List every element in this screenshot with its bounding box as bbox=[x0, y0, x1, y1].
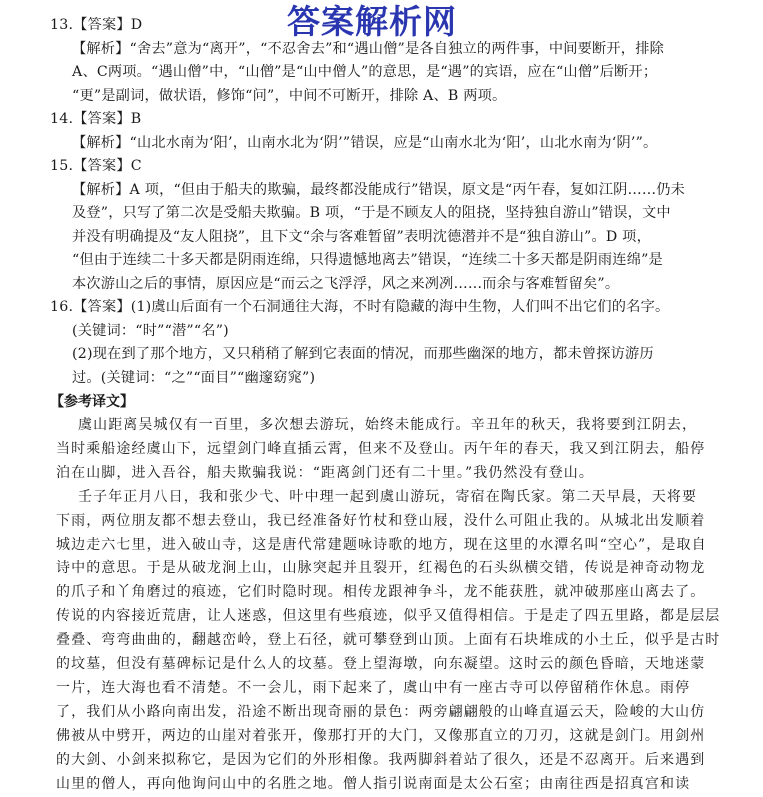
translation-line: 叠叠、弯弯曲曲的，翻越峦岭，登上石径，就可攀登到山顶。上面有石块堆成的小土丘，似乎是古时 bbox=[56, 632, 721, 649]
translation-line: 传说的内容接近荒唐，让人迷惑，但这里有些痕迹，似乎又值得相信。于是走了四五里路，都是层层 bbox=[56, 608, 721, 625]
translation-line: 泊在山脚，进入吾谷，船夫欺骗我说：“距离剑门还有二十里。”我仍然没有登山。 bbox=[56, 464, 595, 481]
analysis-line: 本次游山之后的事情，原因应是“而云之飞浮浮，风之来冽冽……而余与客难暂留矣”。 bbox=[72, 275, 620, 292]
analysis-line: 【解析】A 项，“但由于船夫的欺骗，最终都没能成行”错误，原文是“丙午春，复如江阴……仍未 bbox=[72, 181, 686, 198]
analysis-line: 【解析】“舍去”意为“离开”，“不忍舍去”和“遇山僧”是各自独立的两件事，中间要断开，排除 bbox=[72, 40, 664, 57]
answer-line: 13.【答案】D bbox=[50, 17, 143, 33]
document-body bbox=[50, 14, 740, 797]
answer-line: 16.【答案】(1)虞山后面有一个石洞通往大海，不时有隐藏的海中生物，人们叫不出它们的名字。 bbox=[50, 299, 670, 315]
translation-line: 的大剑、小剑来拟称它，是因为它们的外形相像。我两脚斜着站了很久，还是不忍离开。后来遇到 bbox=[56, 751, 706, 768]
answer-line: 15.【答案】C bbox=[50, 158, 142, 174]
answer-15 bbox=[50, 155, 740, 296]
translation-line: 诗中的意思。于是从破龙涧上山，山脉突起并且裂开，红褐色的石头纵横交错，传说是神奇动物龙 bbox=[56, 560, 706, 577]
analysis-line: 过。(关键词：“之”“面目”“幽邃窈窕”) bbox=[72, 369, 316, 386]
reference-translation-heading: 【参考译文】 bbox=[50, 394, 134, 410]
analysis-line: A、C两项。“遇山僧”中，“山僧”是“山中僧人”的意思，是“遇”的宾语，应在“山僧”后断开； bbox=[72, 64, 658, 80]
analysis-line: “但由于连续二十多天都是阴雨连绵，只得遗憾地离去”错误，“连续二十多天都是阴雨连绵”是 bbox=[72, 252, 663, 268]
translation-line: 山里的僧人，再向他询问山中的名胜之地。僧人指引说南面是太公石室；由南往西是招真宫和读 bbox=[56, 775, 691, 792]
translation-line: 了，我们从小路向南出发，沿途不断出现奇丽的景色：两旁翩翩般的山峰直逼云天，险峻的大山仿 bbox=[56, 703, 706, 720]
translation-line: 当时乘船途经虞山下，远望剑门峰直插云霄，但来不及登山。丙午年的春天，我又到江阴去，船停 bbox=[56, 440, 706, 457]
translation-line: 壬子年正月八日，我和张少弋、叶中理一起到虞山游玩，寄宿在陶氏家。第二天早晨，天将要 bbox=[78, 488, 698, 505]
analysis-line: 【解析】“山北水南为‘阳’，山南水北为‘阴’”错误，应是“山南水北为‘阳’，山北水南为‘阴’”。 bbox=[72, 134, 658, 151]
translation-line: 的坟墓，但没有墓碑标记是什么人的坟墓。登上望海墩，向东凝望。这时云的颜色昏暗，天地迷蒙 bbox=[56, 656, 706, 673]
answer-16 bbox=[50, 296, 740, 390]
translation-line: 的爪子和丫角磨过的痕迹，它们时隐时现。相传龙跟神争斗，龙不能获胜，就冲破那座山离去了。 bbox=[56, 584, 706, 601]
translation-body bbox=[50, 414, 740, 797]
watermark-logo: 答案解析网 bbox=[287, 2, 457, 41]
translation-line: 下雨，两位朋友都不想去登山，我已经准备好竹杖和登山屐，没什么可阻止我的。从城北出发顺着 bbox=[56, 512, 706, 529]
translation-line: 虞山距离吴城仅有一百里，多次想去游玩，始终未能成行。辛丑年的秋天，我将要到江阴去， bbox=[78, 417, 698, 433]
translation-line: 佛被从中劈开，两边的山崖对着张开，像那打开的大门，又像那直立的刀刃，这就是剑门。用剑州 bbox=[56, 727, 706, 744]
analysis-line: “更”是副词，做状语，修饰“问”，中间不可断开，排除 A、B 两项。 bbox=[72, 87, 507, 104]
analysis-line: 及登”，只写了第二次是受船夫欺骗。B 项，“于是不顾友人的阻挠，坚持独自游山”错误，文中 bbox=[72, 205, 671, 221]
answer-14 bbox=[50, 108, 740, 155]
translation-line: 城边走六七里，进入破山寺，这是唐代常建题咏诗歌的地方，现在这里的水潭名叫“空心”，是取自 bbox=[56, 536, 707, 553]
answer-13 bbox=[50, 14, 740, 108]
answer-line: 14.【答案】B bbox=[50, 111, 142, 127]
translation-line: 一片，连大海也看不清楚。不一会儿，雨下起来了，虞山中有一座古寺可以停留稍作休息。雨停 bbox=[56, 679, 691, 696]
analysis-line: 并没有明确提及“友人阻挠”，且下文“余与客难暂留”表明沈德潜并不是“独自游山”。D 项， bbox=[72, 228, 651, 245]
analysis-line: (2)现在到了那个地方，又只稍稍了解到它表面的情况，而那些幽深的地方，都未曾探访游历 bbox=[72, 346, 654, 362]
analysis-line: (关键词：“时”“潜”“名”) bbox=[72, 322, 229, 339]
